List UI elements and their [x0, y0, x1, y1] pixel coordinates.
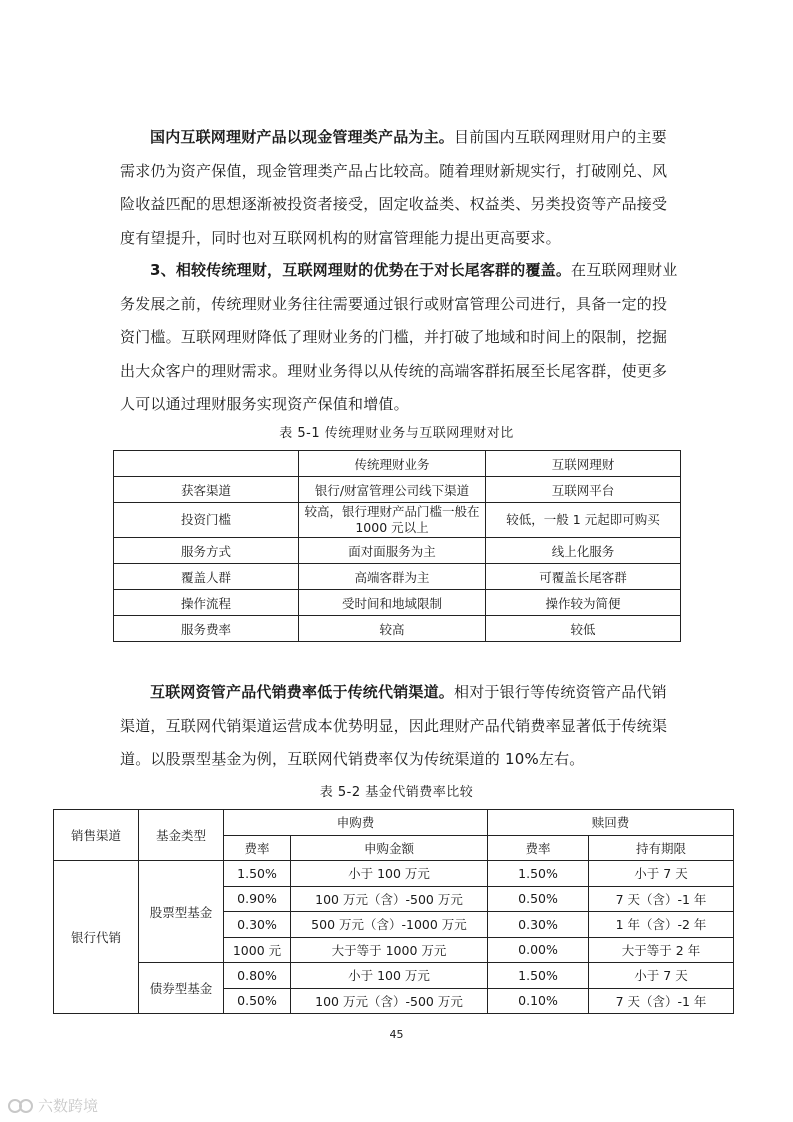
paragraph-fee-rate	[120, 676, 682, 777]
paragraph-bold-lead: 国内互联网理财产品以现金管理类产品为主。	[150, 128, 455, 146]
header-red-rate: 费率	[488, 835, 589, 861]
table-cell: 0.90%	[224, 886, 291, 912]
table-row	[114, 538, 681, 564]
table-row	[54, 861, 734, 887]
table-cell: 0.30%	[224, 912, 291, 938]
table-cell: 银行/财富管理公司线下渠道	[299, 477, 486, 503]
table-cell: 投资门槛	[114, 503, 299, 538]
table-row	[114, 590, 681, 616]
table2-caption: 表 5-2 基金代销费率比较	[319, 785, 474, 800]
table-cell: 受时间和地域限制	[299, 590, 486, 616]
table-row	[114, 477, 681, 503]
table-cell: 小于 100 万元	[291, 963, 488, 989]
table1-caption: 表 5-1 传统理财业务与互联网理财对比	[279, 426, 514, 441]
table-cell: 高端客群为主	[299, 564, 486, 590]
paragraph-body: 目前国内互联网理财用户的主要需求仍为资产保值，现金管理类产品占比较高。随着理财新规实行，打破刚兑、风险收益匹配的思想逐渐被投资者接受，固定收益类、权益类、另类投资等产品接受度有望提升，同时也对互联网机构的财富管理能力提出更高要求。	[120, 128, 668, 247]
table-cell: 7 天（含）-1 年	[589, 988, 734, 1014]
comparison-table	[113, 450, 681, 642]
watermark-logo-icon	[8, 1097, 34, 1115]
header-sub-rate: 费率	[224, 835, 291, 861]
table-cell: 0.50%	[224, 988, 291, 1014]
table-cell: 操作较为简便	[486, 590, 681, 616]
table-cell: 100 万元（含）-500 万元	[291, 988, 488, 1014]
table-cell: 较低，一般 1 元起即可购买	[486, 503, 681, 538]
table-cell: 1.50%	[224, 861, 291, 887]
table-cell: 线上化服务	[486, 538, 681, 564]
table-cell: 100 万元（含）-500 万元	[291, 886, 488, 912]
table-cell: 小于 7 天	[589, 861, 734, 887]
fund-type-cell: 股票型基金	[139, 861, 224, 963]
table-row	[114, 503, 681, 538]
table-cell: 服务方式	[114, 538, 299, 564]
table-header-cell: 传统理财业务	[299, 451, 486, 477]
table-header-cell: 互联网理财	[486, 451, 681, 477]
table-row	[114, 564, 681, 590]
header-sub-amount: 申购金额	[291, 835, 488, 861]
table-header-row	[114, 451, 681, 477]
watermark-text: 六数跨境	[38, 1097, 99, 1115]
table-cell: 0.50%	[488, 886, 589, 912]
table-cell: 操作流程	[114, 590, 299, 616]
table-cell: 7 天（含）-1 年	[589, 886, 734, 912]
page-number: 45	[389, 1028, 404, 1041]
table-row	[54, 963, 734, 989]
table-cell: 互联网平台	[486, 477, 681, 503]
table-cell: 较高，银行理财产品门槛一般在 1000 元以上	[299, 503, 486, 538]
paragraph-cash-management	[120, 121, 682, 255]
table-cell: 可覆盖长尾客群	[486, 564, 681, 590]
table-cell: 覆盖人群	[114, 564, 299, 590]
table-cell: 较高	[299, 616, 486, 642]
table-cell: 较低	[486, 616, 681, 642]
header-subscription-fee: 申购费	[224, 810, 488, 836]
table-cell: 1000 元	[224, 937, 291, 963]
table-cell: 小于 7 天	[589, 963, 734, 989]
header-red-period: 持有期限	[589, 835, 734, 861]
header-sales-channel: 销售渠道	[54, 810, 139, 861]
table-cell: 服务费率	[114, 616, 299, 642]
table-cell: 获客渠道	[114, 477, 299, 503]
table-cell: 面对面服务为主	[299, 538, 486, 564]
table-row	[114, 616, 681, 642]
table-cell: 1.50%	[488, 963, 589, 989]
table-cell: 0.10%	[488, 988, 589, 1014]
paragraph-body: 在互联网理财业务发展之前，传统理财业务往往需要通过银行或财富管理公司进行，具备一定的投资门槛。互联网理财降低了理财业务的门槛，并打破了地域和时间上的限制，挖掘出大众客户的理财需求。理财业务得以从传统的高端客群拓展至长尾客群，使更多人可以通过理财服务实现资产保值和增值。	[120, 261, 678, 413]
paragraph-body: 相对于银行等传统资管产品代销渠道，互联网代销渠道运营成本优势明显，因此理财产品代销费率显著低于传统渠道。以股票型基金为例，互联网代销费率仅为传统渠道的 10%左右。	[120, 683, 668, 768]
table-cell: 大于等于 2 年	[589, 937, 734, 963]
table-cell: 500 万元（含）-1000 万元	[291, 912, 488, 938]
header-fund-type: 基金类型	[139, 810, 224, 861]
table-cell: 0.00%	[488, 937, 589, 963]
paragraph-long-tail	[120, 254, 682, 422]
header-redemption-fee: 赎回费	[488, 810, 734, 836]
table-cell: 1.50%	[488, 861, 589, 887]
table-cell: 1 年（含）-2 年	[589, 912, 734, 938]
fund-type-cell: 债券型基金	[139, 963, 224, 1014]
table-cell: 小于 100 万元	[291, 861, 488, 887]
table-cell: 大于等于 1000 万元	[291, 937, 488, 963]
table-cell: 0.30%	[488, 912, 589, 938]
paragraph-bold-lead: 互联网资管产品代销费率低于传统代销渠道。	[150, 683, 455, 701]
paragraph-bold-lead: 3、相较传统理财，互联网理财的优势在于对长尾客群的覆盖。	[150, 261, 572, 279]
table-header-row	[54, 810, 734, 836]
table-header-cell	[114, 451, 299, 477]
watermark	[8, 1095, 98, 1116]
fee-rate-table	[53, 809, 734, 1014]
table-cell: 0.80%	[224, 963, 291, 989]
channel-cell: 银行代销	[54, 861, 139, 1014]
